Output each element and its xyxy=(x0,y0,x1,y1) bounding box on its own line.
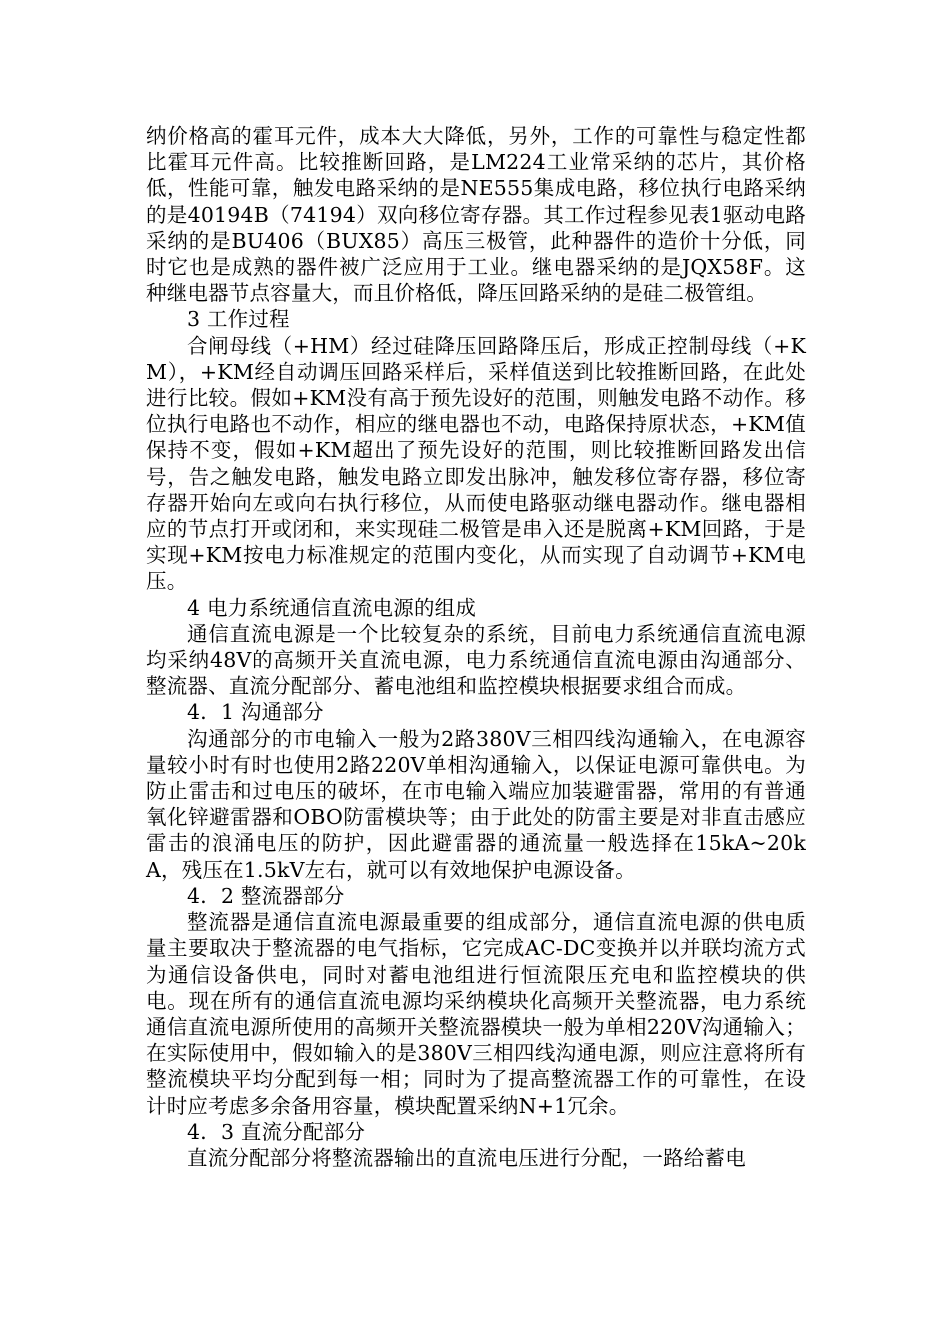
body-paragraph: 直流分配部分将整流器输出的直流电压进行分配，一路给蓄电 xyxy=(187,1145,746,1170)
body-paragraph: 整流器是通信直流电源最重要的组成部分，通信直流电源的供电质量主要取决于整流器的电气指标，它完成AC-DC变换并以并联均流方式为通信设备供电，同时对蓄电池组进行恒流限压充电和监控模块的供电。现在所有的通信直流电源均采纳模块化高频开关整流器，电力系统通信直流电源所使用的高频开关整流器模块一般为单相220V沟通输入；在实际使用中，假如输入的是380V三相四线沟通电源，则应注意将所有整流模块平均分配到每一相；同时为了提高整流器工作的可靠性，在设计时应考虑多余备用容量，模块配置采纳N+1冗余。 xyxy=(146,910,806,1118)
document-page xyxy=(146,123,806,1171)
body-paragraph: 纳价格高的霍耳元件，成本大大降低，另外，工作的可靠性与稳定性都比霍耳元件高。比较推断回路，是LM224工业常采纳的芯片，其价格低，性能可靠，触发电路采纳的是NE555集成电路，移位执行电路采纳的是40194B（74194）双向移位寄存器。其工作过程参见表1驱动电路采纳的是BU406（BUX85）高压三极管，此种器件的造价十分低，同时它也是成熟的器件被广泛应用于工业。继电器采纳的是JQX58F。这种继电器节点容量大，而且价格低，降压回路采纳的是硅二极管组。 xyxy=(146,124,806,306)
subsection-heading: 4．2 整流器部分 xyxy=(187,883,345,908)
body-paragraph: 通信直流电源是一个比较复杂的系统，目前电力系统通信直流电源均采纳48V的高频开关直流电源，电力系统通信直流电源由沟通部分、整流器、直流分配部分、蓄电池组和监控模块根据要求组合而成。 xyxy=(146,621,806,699)
body-paragraph: 合闸母线（+HM）经过硅降压回路降压后，形成正控制母线（+KM），+KM经自动调压回路采样后，采样值送到比较推断回路，在此处进行比较。假如+KM没有高于预先设好的范围，则触发电路不动作。移位执行电路也不动作，相应的继电器也不动，电路保持原状态，+KM值保持不变，假如+KM超出了预先设好的范围，则比较推断回路发出信号，告之触发电路，触发电路立即发出脉冲，触发移位寄存器，移位寄存器开始向左或向右执行移位，从而使电路驱动继电器动作。继电器相应的节点打开或闭和，来实现硅二极管是串入还是脱离+KM回路，于是实现+KM按电力标准规定的范围内变化，从而实现了自动调节+KM电压。 xyxy=(146,333,806,594)
body-paragraph: 沟通部分的市电输入一般为2路380V三相四线沟通输入，在电源容量较小时有时也使用2路220V单相沟通输入，以保证电源可靠供电。为防止雷击和过电压的破坏，在市电输入端应加装避雷器，常用的有普通氧化锌避雷器和OBO防雷模块等；由于此处的防雷主要是对非直击感应雷击的浪涌电压的防护，因此避雷器的通流量一般选择在15kA~20kA，残压在1.5kV左右，就可以有效地保护电源设备。 xyxy=(146,726,806,882)
section-heading: 4 电力系统通信直流电源的组成 xyxy=(187,595,477,620)
section-heading: 3 工作过程 xyxy=(187,307,290,332)
subsection-heading: 4．1 沟通部分 xyxy=(187,700,324,725)
subsection-heading: 4．3 直流分配部分 xyxy=(187,1119,366,1144)
